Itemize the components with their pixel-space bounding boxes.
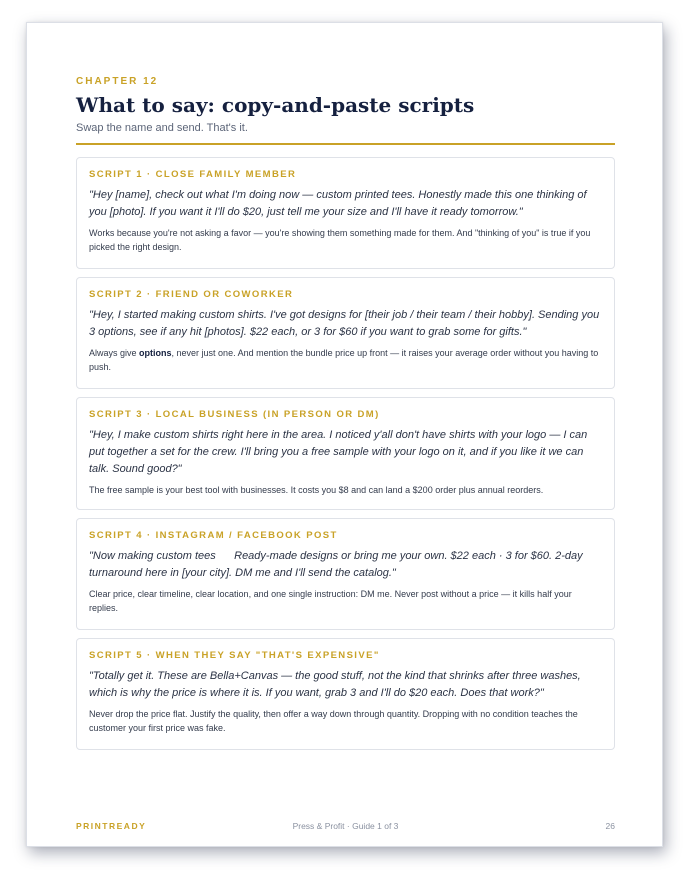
script-note: Works because you're not asking a favor — you're showing them something made for them. And "thinking of you" is true if you picked the right design. xyxy=(89,228,591,252)
script-card-5 xyxy=(76,638,615,750)
script-label: SCRIPT 5 · WHEN THEY SAY "THAT'S EXPENSIVE" xyxy=(89,650,380,661)
script-note: Never drop the price flat. Justify the quality, then offer a way down through quantity. Dropping with no condition teaches the customer your first price was fake. xyxy=(89,709,578,733)
script-note-text: Always give xyxy=(89,348,140,358)
script-label: SCRIPT 3 · LOCAL BUSINESS (IN PERSON OR DM) xyxy=(89,409,380,420)
script-note-text: , never just one. And mention the bundle price up front — it raises your average order without you having to push. xyxy=(89,348,599,372)
script-note: The free sample is your best tool with businesses. It costs you $8 and can land a $200 order plus annual reorders. xyxy=(89,485,544,495)
script-note: Clear price, clear timeline, clear location, and one single instruction: DM me. Never post without a price — it kills half your replies. xyxy=(89,589,572,613)
footer-guide-info: Press & Profit · Guide 1 of 3 xyxy=(292,821,399,831)
script-quote[interactable]: "Hey, I started making custom shirts. I've got designs for [their job / their team / their hobby]. Sending you 3 options, see if any hit [photos]. $22 each, or 3 for $60 if you want to grab some for gifts." xyxy=(89,309,600,338)
page-number: 26 xyxy=(605,821,615,831)
script-label: SCRIPT 1 · CLOSE FAMILY MEMBER xyxy=(89,169,297,180)
header-divider xyxy=(76,143,615,145)
script-quote[interactable]: "Hey, I make custom shirts right here in the area. I noticed y'all don't have shirts with your logo — I can put together a set for the crew. I'll bring you a free sample with your logo on it, and if you like it we can talk. Sound good?" xyxy=(89,429,588,475)
script-quote[interactable]: "Now making custom tees Ready-made designs or bring me your own. $22 each · 3 for $60. 2-day turnaround here in [your city]. DM me and I'll send the catalog." xyxy=(89,550,586,579)
page-subtitle: Swap the name and send. That's it. xyxy=(76,122,248,134)
chapter-label: CHAPTER 12 xyxy=(76,76,159,87)
script-label: SCRIPT 4 · INSTAGRAM / FACEBOOK POST xyxy=(89,530,338,541)
document-page xyxy=(26,22,663,847)
script-note-emphasis: options xyxy=(139,348,172,358)
script-quote[interactable]: "Totally get it. These are Bella+Canvas — the good stuff, not the kind that shrinks after three washes, which is why the price is where it is. If you want, grab 3 and I'll do $20 each. Does that work?" xyxy=(89,670,581,699)
page-title: What to say: copy-and-paste scripts xyxy=(76,93,475,117)
script-card-1 xyxy=(76,157,615,269)
script-card-2 xyxy=(76,277,615,389)
script-note xyxy=(89,346,602,374)
script-quote[interactable]: "Hey [name], check out what I'm doing now — custom printed tees. Honestly made this one thinking of you [photo]. If you want it I'll do $20, just tell me your size and I'll have it ready tomorrow." xyxy=(89,189,587,218)
script-label: SCRIPT 2 · FRIEND OR COWORKER xyxy=(89,289,294,300)
script-card-4 xyxy=(76,518,615,630)
script-card-3 xyxy=(76,397,615,510)
footer-brand: PRINTREADY xyxy=(76,821,147,831)
